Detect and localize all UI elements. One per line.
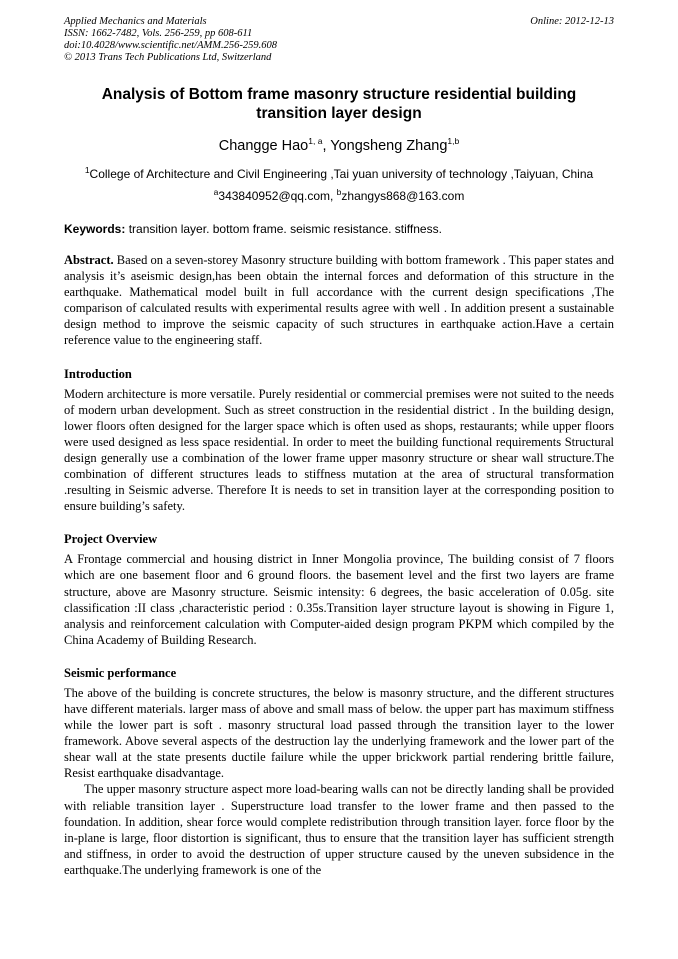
author-separator: , <box>322 138 331 154</box>
project-overview-paragraph: A Frontage commercial and housing district in Inner Mongolia province, The building consist of 7 floors which are one basement floor and 6 ground floors. the basement level and the first two layers are frame structure, above are Masonry structure. Seismic intensity: 6 degrees, the basic acceleration of 0.05g. site classification :II class ,characteristic period : 0.35s.Transition layer structure layout is showing in Figure 1, analysis and reinforcement calculation with Computer-aided design program PKPM which compiled by the China Academy of Building Research. <box>64 552 614 647</box>
email-mark: b <box>336 187 342 197</box>
keywords-text: transition layer. bottom frame. seismic resistance. stiffness. <box>125 222 442 236</box>
journal-header <box>64 16 614 64</box>
section-heading-introduction: Introduction <box>64 366 132 381</box>
author-affil-mark: 1,b <box>447 136 460 147</box>
seismic-paragraph-1: The above of the building is concrete structures, the below is masonry structure, and the different structures have different materials. larger mass of above and small mass of below. the upper part has maximum stiffness while the lower part is soft . masonry structural load passed through the transition layer to the lower framework. Above several aspects of the destruction lay the underlying framework and the lower part of the shear wall at the state presents ductile failure while the upper brickwork partial rendering brittle failure, Resist earthquake disadvantage. <box>64 685 614 781</box>
author-line <box>64 137 614 155</box>
online-date: Online: 2012-12-13 <box>530 16 614 27</box>
keywords <box>64 222 614 237</box>
paper-title: Analysis of Bottom frame masonry structure residential building transition layer design <box>101 86 577 122</box>
introduction-paragraph: Modern architecture is more versatile. Purely residential or commercial premises were not suited to the needs of modern urban development. Such as street construction in the residential district . In the building design, lower floors often designed for the larger space which is often used as shops, restaurants; while upper floors were used designed as less space residential. In order to meet the building functional requirements Structural design generally use a combination of the lower frame upper masonry structure or shear wall structure.The combination of different structures leads to stiffness mutation at the area of structural transformation .resulting in Seismic adverse. Therefore It is needs to set in transition layer at the corresponding position to ensure building’s safety. <box>64 386 614 514</box>
section-heading-seismic-performance: Seismic performance <box>64 665 177 680</box>
author-emails <box>64 189 614 204</box>
keywords-label: Keywords: <box>64 222 126 236</box>
abstract-text: Based on a seven-storey Masonry structure building with bottom framework . This paper states and analysis it’s aseismic design,has been obtain the internal forces and deformation of this structure in the earthquake. Mathematical model built in full accordance with the current design specifications ,The comparison of calculated results with experimental results agree with well . In addition present a sustainable design method to improve the seismic capacity of such structures in earthquake action.Have a certain reference value to the engineering staff. <box>64 253 614 348</box>
section-heading-project-overview: Project Overview <box>64 532 158 547</box>
author-name: Changge Hao <box>218 138 309 154</box>
seismic-paragraph-2: The upper masonry structure aspect more load-bearing walls can not be directly landing shall be provided with reliable transition layer . Superstructure load transfer to the lower frame and then passed to the foundation. In addition, shear force would complete redistribution through transition layer. force floor by the in-plane is large, floor distortion is significant, thus to ensure that the transition layer has sufficient strength and stiffness, in order to avoid the destruction of upper structure caused by the uneven subsidence in the earthquake.The underlying framework is one of the <box>64 782 614 877</box>
email-link: 343840952@qq.com, <box>218 189 337 203</box>
email-mark: a <box>213 187 219 197</box>
abstract-label: Abstract. <box>64 253 114 267</box>
author-affil-mark: 1, a <box>308 136 323 147</box>
affiliation <box>64 167 614 182</box>
journal-name: Applied Mechanics and Materials <box>64 16 207 27</box>
issn-line: ISSN: 1662-7482, Vols. 256-259, pp 608-611 <box>64 28 253 39</box>
abstract <box>64 252 614 349</box>
author-name: Yongsheng Zhang <box>330 138 448 154</box>
affiliation-mark: 1 <box>84 165 90 175</box>
doi-line: doi:10.4028/www.scientific.net/AMM.256-259.608 <box>64 40 277 51</box>
email-link: zhangys868@163.com <box>341 189 465 203</box>
copyright-line: © 2013 Trans Tech Publications Ltd, Switzerland <box>64 52 272 63</box>
affiliation-text: College of Architecture and Civil Engineering ,Tai yuan university of technology ,Taiyuan, China <box>89 167 594 181</box>
